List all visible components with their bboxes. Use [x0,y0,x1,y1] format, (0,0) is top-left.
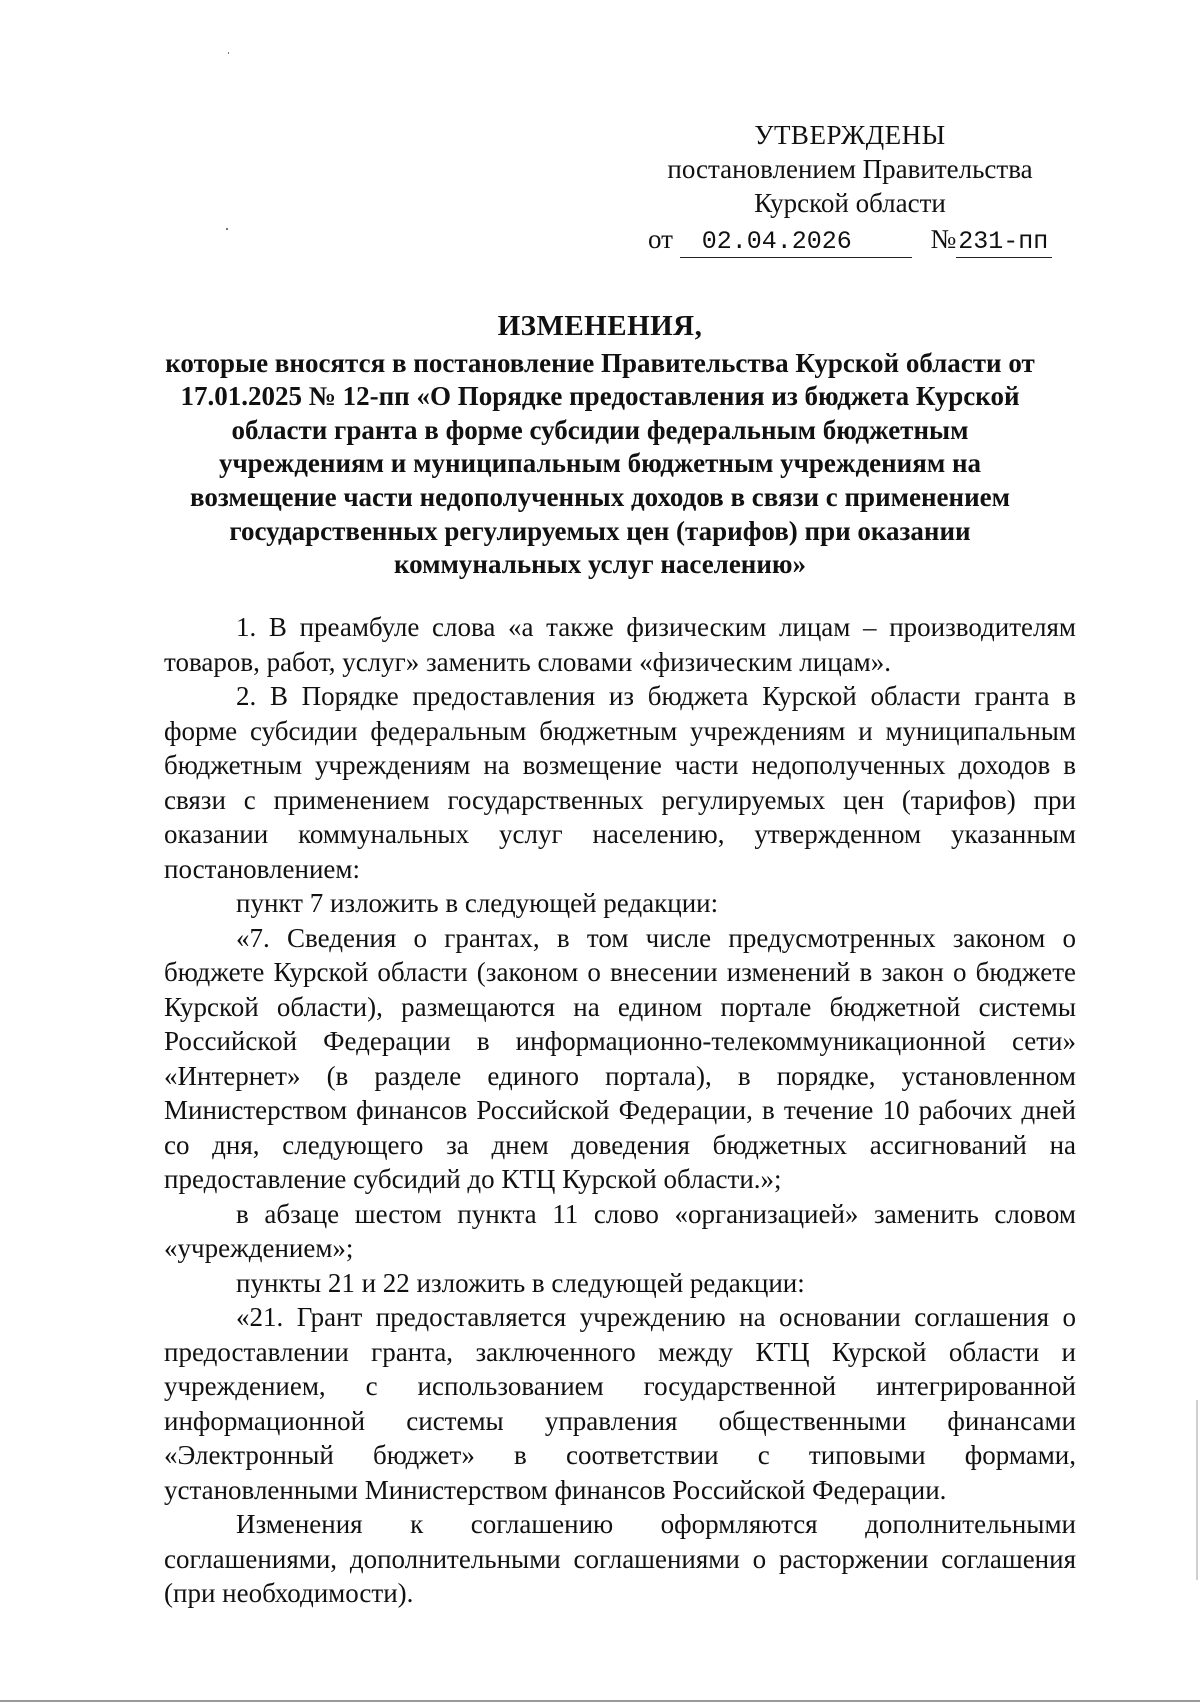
approval-line-2: Курской области [754,188,946,218]
heading-title: ИЗМЕНЕНИЯ, [497,310,703,342]
heading-subtitle: которые вносятся в постановление Правительства Курской области от 17.01.2025 № 12-пп «О Порядке предоставления из бюджета Курской области гранта в форме субсидии федеральным бюджетным учреждениям и муниципальным бюджетным учреждениям на возмещение части недополученных доходов в связи с применением государственных регулируемых цен (тарифов) при оказании коммунальных услуг населению» [165,347,1035,580]
approval-date-number-row [648,222,1060,258]
scan-speck [226,228,228,230]
paragraph-5: в абзаце шестом пункта 11 слово «организацией» заменить словом «учреждением»; [164,1198,1076,1263]
paragraph-1: 1. В преамбуле слова «а также физическим лицам – производителям товаров, работ, услуг» заменить словами «физическим лицам». [164,612,1076,677]
paragraph-2: 2. В Порядке предоставления из бюджета Курской области гранта в форме субсидии федеральным бюджетным учреждениям и муниципальным бюджетным учреждениям на возмещение части недополученных доходов в связи с применением государственных регулируемых цен (тарифов) при оказании коммунальных услуг населению, утвержденном указанным постановлением: [164,681,1076,884]
paragraph-4: «7. Сведения о грантах, в том числе предусмотренных законом о бюджете Курской области (законом о внесении изменений в закон о бюджете Курской области), размещаются на едином портале бюджетной системы Российской Федерации в информационно-телекоммуникационной сети» «Интернет» (в разделе единого портала), в порядке, установленном Министерством финансов Российской Федерации, в течение 10 рабочих дней со дня, следующего за днем доведения бюджетных ассигнований на предоставление субсидий до КТЦ Курской области.»; [164,922,1076,1194]
from-label: от [648,224,673,254]
paragraph-3: пункт 7 изложить в следующей редакции: [236,888,719,918]
paragraph-7: «21. Грант предоставляется учреждению на основании соглашения о предоставлении гранта, заключенного между КТЦ Курской области и учреждением, с использованием государственной интегрированной информационной системы управления общественными финансами «Электронный бюджет» в соответствии с типовыми формами, установленными Министерством финансов Российской Федерации. [164,1302,1076,1505]
approval-number: 231-пп [956,227,1052,258]
document-heading [150,310,1050,582]
paragraph-8: Изменения к соглашению оформляются дополнительными соглашениями, дополнительными соглашениями о расторжении соглашения (при необходимости). [164,1509,1076,1608]
approval-line-1: постановлением Правительства [667,154,1033,184]
scan-edge-shadow [1196,1400,1198,1580]
approval-block [640,118,1060,258]
scan-speck [228,52,229,54]
number-sign: № [930,224,957,254]
approval-date: 02.04.2026 [680,227,912,258]
document-body [164,610,1076,1611]
paragraph-6: пункты 21 и 22 изложить в следующей редакции: [236,1267,805,1298]
approval-title: УТВЕРЖДЕНЫ [754,120,946,150]
